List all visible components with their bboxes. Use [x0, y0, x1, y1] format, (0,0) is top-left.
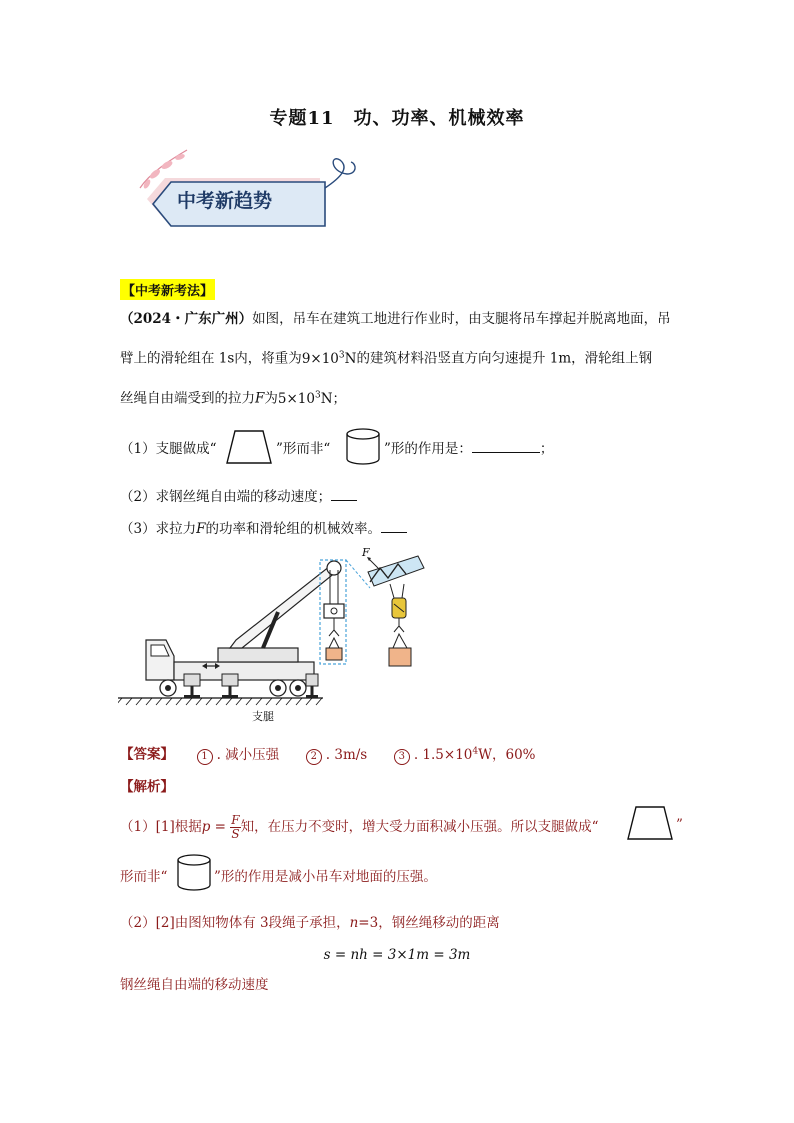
- figure-label-force: F: [362, 546, 370, 559]
- answer-blank-2[interactable]: [331, 486, 357, 501]
- answer-blank-1[interactable]: [472, 438, 540, 453]
- trapezoid-shape-2: [626, 804, 674, 842]
- crane-figure: [118, 548, 428, 726]
- question-3: （3）求拉力F的功率和滑轮组的机械效率。: [120, 518, 407, 540]
- question-line-3: 丝绳自由端受到的拉力F为$5\times 10^3N$；: [120, 390, 347, 407]
- answer-2: 2 . 3m/s: [306, 747, 367, 763]
- answer-blank-3[interactable]: [381, 518, 407, 533]
- section-banner: [125, 148, 365, 238]
- cylinder-shape: [343, 426, 383, 468]
- banner-label: 中考新趋势: [177, 190, 273, 212]
- question-source: （2024・广东广州）: [120, 311, 253, 327]
- analysis-heading: 【解析】: [120, 779, 174, 795]
- figure-label-leg: 支腿: [252, 710, 274, 723]
- weight-value: $9\times 10^3N$: [301, 350, 357, 367]
- fraction-f-over-s: $\frac{F}{S}$: [231, 813, 240, 841]
- trapezoid-shape: [225, 428, 273, 466]
- answer-1: 1 . 减小压强: [197, 747, 280, 763]
- section-tag: 【中考新考法】: [120, 279, 215, 300]
- answer-line: [120, 740, 536, 766]
- analysis-line-1: （1）[1]根据p = $\frac{F}{S}$知，在压力不变时，增大受力面积减小压强。所以支腿做成“: [120, 813, 599, 841]
- answer-3: 3 . $1.5\times 10^4W$，60%: [394, 747, 536, 763]
- analysis-line-3: （2）[2]由图知物体有 3段绳子承担，n=3，钢丝绳移动的距离: [120, 915, 500, 931]
- analysis-formula: s = nh = 3×1m = 3m: [323, 947, 471, 963]
- analysis-line-2: 形而非“: [120, 869, 168, 885]
- analysis-line-4: 钢丝绳自由端的移动速度: [120, 977, 269, 993]
- cylinder-shape-2: [174, 852, 214, 894]
- question-1: （1）支腿做成“: [120, 441, 217, 457]
- page-title: 专题11 功、功率、机械效率: [269, 108, 525, 129]
- question-line-1: （2024・广东广州）如图，吊车在建筑工地进行作业时，由支腿将吊车撑起并脱离地面，吊: [120, 311, 671, 327]
- force-value: $5\times 10^3N$；: [277, 390, 347, 407]
- question-2: （2）求钢丝绳自由端的移动速度；: [120, 486, 357, 508]
- question-line-2: 臂上的滑轮组在 1s内，将重为$9\times 10^3N$的建筑材料沿竖直方向匀速提升 1m，滑轮组上钢: [120, 350, 653, 367]
- answer-heading: 【答案】: [120, 746, 174, 763]
